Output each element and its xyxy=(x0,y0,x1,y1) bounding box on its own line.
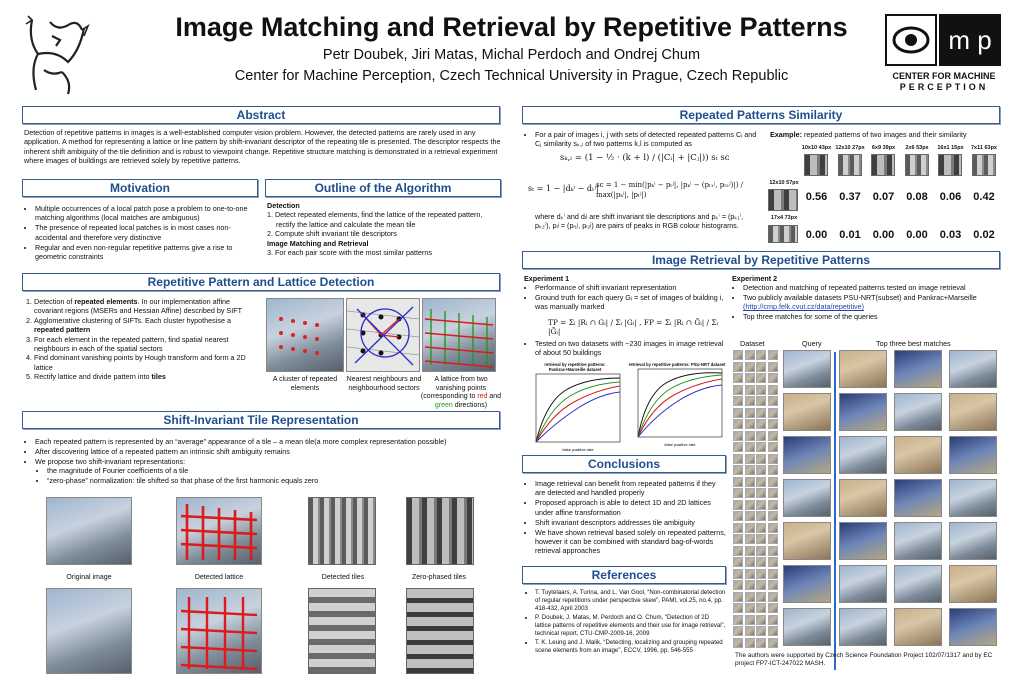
match-image xyxy=(839,436,887,474)
cmp-text-2: PERCEPTION xyxy=(899,82,989,92)
similarity-item: • For a pair of images i, j with sets of detected repeated patterns Cᵢ and Cⱼ similarity sₖ,ₗ of two patterns k,l is computed as xyxy=(535,130,760,149)
dataset-thumb xyxy=(768,373,778,383)
similarity-where: where dₖⁱ and dₗʲ are shift invariant tile descriptions and pₖⁱ = (pₖ₁ⁱ, pₖ₂ⁱ), pₗʲ = (pₗ₁ʲ, pₗ₂ʲ) are pairs of peaks in RGB colour histograms. xyxy=(535,212,744,231)
dataset-thumb xyxy=(733,442,743,452)
dataset-thumb xyxy=(768,362,778,372)
dataset-thumb xyxy=(768,500,778,510)
dataset-thumb xyxy=(745,477,755,487)
dataset-thumb xyxy=(768,546,778,556)
dataset-thumb xyxy=(756,442,766,452)
dataset-thumb xyxy=(745,442,755,452)
dataset-thumb xyxy=(733,465,743,475)
dataset-thumb xyxy=(733,603,743,613)
exp2-item: • Two publicly available datasets PSU-NRT(subset) and Pankrac+Marseille (http://cmp.felk.cvut.cz/data/repetitive) xyxy=(743,293,1000,312)
match-image xyxy=(894,350,942,388)
dataset-thumb xyxy=(733,373,743,383)
tp-fp-formula: TP = Σᵢ |Rᵢ ∩ Gᵢ| / Σᵢ |Gᵢ| , FP = Σᵢ |Rᵢ ∩ Ḡᵢ| / Σᵢ |Ḡᵢ| xyxy=(548,318,719,336)
dataset-thumb xyxy=(756,626,766,636)
dataset-thumb xyxy=(768,580,778,590)
query-image xyxy=(783,522,831,560)
col-query: Query xyxy=(802,339,822,348)
similarity-value: 0.42 xyxy=(973,191,995,203)
dataset-thumb xyxy=(768,603,778,613)
match-image xyxy=(949,522,997,560)
dataset-thumb xyxy=(756,580,766,590)
roc2-xlabel: false positive rate xyxy=(664,442,696,447)
formula-skl: sₖ,ₗ = (1 − ½ · (k + l) / (|Cᵢ| + |Cⱼ|)) sₜ sᴄ xyxy=(560,153,730,163)
dataset-thumb xyxy=(756,511,766,521)
outline-heading: Outline of the Algorithm xyxy=(265,179,501,197)
roc-plot-2-title: retrieval by repetitive patterns: PSU-NRT dataset xyxy=(628,362,726,367)
dataset-thumb xyxy=(733,626,743,636)
dataset-thumb xyxy=(756,396,766,406)
outline-step: 1. Detect repeated elements, find the lattice of the repeated pattern, rectify the lattice and calculate the mean tile xyxy=(267,210,483,229)
cmp-text-1: CENTER FOR MACHINE xyxy=(892,71,996,81)
exp1-item: • Tested on two datasets with ~230 images in image retrieval of about 50 buildings xyxy=(535,339,726,358)
reference-item: • T. Tuytelaars, A. Turina, and L. Van Gool, “Non-combinatorial detection of regular repetitions under perspective skew”, PAMI, vol.25, no.4, pp. 418-432, April 2003 xyxy=(535,589,726,613)
dataset-thumb xyxy=(733,454,743,464)
dataset-thumb xyxy=(733,638,743,648)
cmp-eye-box xyxy=(885,14,937,66)
dataset-thumb xyxy=(768,592,778,602)
lattice-heading: Repetitive Pattern and Lattice Detection xyxy=(22,273,500,291)
conclusion-item: • Image retrieval can benefit from repeated patterns if they are detected and handled properly xyxy=(535,479,726,498)
query-image xyxy=(783,350,831,388)
dataset-thumb xyxy=(768,454,778,464)
query-image xyxy=(783,436,831,474)
exp1-item: • Performance of shift invariant representation xyxy=(535,283,726,292)
original-image-top xyxy=(46,497,132,565)
match-image xyxy=(839,479,887,517)
dataset-thumb xyxy=(745,419,755,429)
similarity-value: 0.02 xyxy=(973,229,995,241)
motivation-item: • The presence of repeated local patches is in most cases non-accidental and therefore very distinctive xyxy=(35,223,260,242)
dataset-thumb xyxy=(733,534,743,544)
dataset-thumb xyxy=(733,362,743,372)
match-image xyxy=(839,522,887,560)
conclusions-list xyxy=(524,479,726,556)
similarity-list xyxy=(524,130,760,149)
shift-subitem: • “zero-phase” normalization: tile shifted so that phase of the first harmonic equals zero xyxy=(47,476,502,485)
dataset-link[interactable]: (http://cmp.felk.cvut.cz/data/repetitive) xyxy=(743,302,865,312)
dataset-thumb xyxy=(768,408,778,418)
similarity-value: 0.07 xyxy=(872,191,895,203)
match-image xyxy=(839,608,887,646)
dataset-thumb xyxy=(756,350,766,360)
dataset-thumb xyxy=(756,385,766,395)
similarity-table xyxy=(768,145,1002,245)
acknowledgement: The authors were supported by Czech Science Foundation Project 102/07/1317 and by EC project FP7-ICT-247022 MASH. xyxy=(735,652,993,668)
dataset-thumb xyxy=(745,362,755,372)
match-image xyxy=(894,393,942,431)
outline-matching-label: Image Matching and Retrieval xyxy=(267,238,369,248)
cmp-mp-box: m p xyxy=(939,14,1001,66)
dataset-thumb xyxy=(733,350,743,360)
exp1-list xyxy=(524,283,726,312)
reference-item: • T. K. Leung and J. Malik, “Detecting, localizing and grouping repeated scene elements from an image”, ECCV, 1996, pp. 546-555 xyxy=(535,639,726,655)
formula-sc: sᴄ = 1 − min(|pₖⁱ − pₗʲ|, |pₖⁱ − (pₗ₁ʲ, pₗ₂ʲ)|) / max(|pₖⁱ|, |pₗʲ|) xyxy=(596,181,744,199)
dataset-thumb xyxy=(756,408,766,418)
col-dataset: Dataset xyxy=(740,339,765,348)
dataset-thumb xyxy=(745,569,755,579)
match-image xyxy=(894,436,942,474)
dataset-thumb xyxy=(768,385,778,395)
shift-heading: Shift-Invariant Tile Representation xyxy=(22,411,500,429)
conclusion-item: • We have shown retrieval based solely on repeated patterns, however it can be combined with standard bag-of-words retrieval approaches xyxy=(535,528,726,556)
exp2-item: • Top three matches for some of the queries xyxy=(743,312,1000,321)
dataset-thumb xyxy=(733,488,743,498)
lattice-step: 5. Rectify lattice and divide pattern into tiles xyxy=(34,372,260,381)
similarity-col-tile xyxy=(871,154,895,176)
match-image xyxy=(949,436,997,474)
dataset-thumb xyxy=(756,615,766,625)
dataset-thumb xyxy=(733,385,743,395)
match-image xyxy=(839,393,887,431)
match-image xyxy=(894,479,942,517)
dataset-thumb xyxy=(745,454,755,464)
detected-lattice-top xyxy=(176,497,262,565)
dataset-thumb xyxy=(733,500,743,510)
abstract-heading: Abstract xyxy=(22,106,500,124)
neighbours-figure xyxy=(346,298,420,372)
dataset-thumbnails xyxy=(733,350,779,650)
dataset-thumb xyxy=(745,534,755,544)
dataset-thumb xyxy=(745,500,755,510)
caption-zero: Zero-phased tiles xyxy=(411,574,467,581)
dataset-thumb xyxy=(733,592,743,602)
similarity-col-tile xyxy=(838,154,862,176)
roc-plot-1 xyxy=(526,362,624,452)
dataset-thumb xyxy=(745,638,755,648)
shift-item: • Each repeated pattern is represented by an “average” appearance of a tile – a mean tile(a more complex representation possible) xyxy=(35,437,502,446)
exp1-list-2 xyxy=(524,339,726,358)
motivation-heading: Motivation xyxy=(22,179,258,197)
query-image xyxy=(783,479,831,517)
lattice-caption: A lattice from two vanishing points (corresponding to red and green directions) xyxy=(420,376,502,409)
roc-plot-1-svg xyxy=(526,372,624,454)
similarity-value: 0.00 xyxy=(805,229,828,241)
similarity-col-head: 2x6 53px xyxy=(905,145,929,151)
retrieval-heading: Image Retrieval by Repetitive Patterns xyxy=(522,251,1000,269)
authors: Petr Doubek, Jiri Matas, Michal Perdoch and Ondrej Chum xyxy=(322,47,701,63)
original-image-bottom xyxy=(46,588,132,674)
match-image xyxy=(949,608,997,646)
dataset-thumb xyxy=(756,477,766,487)
motivation-item: • Multiple occurrences of a local patch pose a problem to one-to-one matching algorithms (local matches are ambiguous) xyxy=(35,204,260,223)
row2-tile xyxy=(768,225,798,243)
formula-st: sₜ = 1 − |dₖⁱ − dₗʲ| xyxy=(528,184,599,193)
dataset-thumb xyxy=(756,557,766,567)
dataset-thumb xyxy=(768,350,778,360)
dataset-thumb xyxy=(756,488,766,498)
roc-plot-2 xyxy=(628,362,726,452)
exp2-list xyxy=(732,283,1000,322)
dataset-thumb xyxy=(745,511,755,521)
dataset-thumb xyxy=(733,546,743,556)
match-image xyxy=(894,608,942,646)
shift-item: • We propose two shift-invariant representations: • the magnitude of Fourier coefficients of a tile • “zero-phase” normalization: tile shifted so that phase of the first harmonic equals zero xyxy=(35,457,502,486)
dataset-thumb xyxy=(768,557,778,567)
dataset-thumb xyxy=(745,408,755,418)
roc-plot-1-title: retrieval by repetitive patterns: Pankrac+Marseille dataset xyxy=(544,362,606,372)
dataset-thumb xyxy=(745,385,755,395)
dataset-thumb xyxy=(733,431,743,441)
neighbours-caption: Nearest neighbours and neighbourhood sectors xyxy=(346,376,422,392)
dataset-thumb xyxy=(768,523,778,533)
dataset-thumb xyxy=(745,373,755,383)
dataset-thumb xyxy=(745,557,755,567)
lattice-step: 2. Agglomerative clustering of SIFTs. Each cluster hypothesise a repeated pattern xyxy=(34,316,260,335)
dataset-thumb xyxy=(745,488,755,498)
outline-step: 3. For each pair score with the most similar patterns xyxy=(267,248,432,258)
match-grid xyxy=(783,350,1005,650)
similarity-value: 0.56 xyxy=(805,191,828,203)
roc-plot-2-svg xyxy=(628,367,726,449)
exp2-title: Experiment 2 xyxy=(732,274,778,283)
similarity-value: 0.00 xyxy=(872,229,895,241)
dataset-thumb xyxy=(768,534,778,544)
dataset-thumb xyxy=(768,431,778,441)
dataset-thumb xyxy=(768,419,778,429)
roc1-xlabel: false positive rate xyxy=(562,447,594,452)
detected-tiles-top xyxy=(308,497,376,565)
similarity-value: 0.37 xyxy=(839,191,861,203)
dataset-thumb xyxy=(745,350,755,360)
shift-item: • After discovering lattice of a repeated pattern an intrinsic shift ambiguity remains xyxy=(35,447,502,456)
detected-lattice-bottom xyxy=(176,588,262,674)
dataset-thumb xyxy=(733,557,743,567)
detected-tiles-bottom xyxy=(308,588,376,674)
match-image xyxy=(949,393,997,431)
dataset-thumb xyxy=(756,419,766,429)
col-top: Top three best matches xyxy=(876,339,951,348)
dataset-thumb xyxy=(768,615,778,625)
similarity-value: 0.08 xyxy=(906,191,928,203)
shift-list xyxy=(24,437,502,486)
similarity-col-head: 7x11 63px xyxy=(971,145,997,151)
dataset-thumb xyxy=(768,465,778,475)
dataset-thumb xyxy=(733,615,743,625)
dataset-thumb xyxy=(756,603,766,613)
motivation-item: • Regular and even non-regular repetitive patterns give a rise to geometric constraints xyxy=(35,243,260,262)
query-image xyxy=(783,393,831,431)
dataset-thumb xyxy=(733,511,743,521)
dataset-thumb xyxy=(745,592,755,602)
match-image xyxy=(839,350,887,388)
match-image xyxy=(949,350,997,388)
dataset-thumb xyxy=(756,534,766,544)
dataset-thumb xyxy=(733,396,743,406)
match-image xyxy=(949,479,997,517)
dataset-thumb xyxy=(733,477,743,487)
outline-detection-label: Detection xyxy=(267,201,300,210)
similarity-value: 0.06 xyxy=(939,191,962,203)
dataset-thumb xyxy=(745,523,755,533)
outline-step: 2. Compute shift invariant tile descriptors xyxy=(267,229,397,239)
dataset-thumb xyxy=(756,362,766,372)
cmp-logo xyxy=(885,14,1003,94)
references-list xyxy=(524,589,726,655)
lattice-steps xyxy=(24,297,260,382)
similarity-value: 0.00 xyxy=(906,229,928,241)
abstract-text: Detection of repetitive patterns in images is a well-established computer vision problem. However, the detected patterns are rarely used in any application. A method for representing a lattice or line pattern by shift-invariant descriptor of the repeating tile is presented. The descriptor respects the inherent shift ambiguity of the tile definition and is robust to viewpoint change. Repetitive structure matching is demonstrated in a retrieval experiment where images of buildings are retrieved solely by repetitive patterns. xyxy=(24,128,501,166)
caption-tiles: Detected tiles xyxy=(321,574,365,581)
dataset-thumb xyxy=(745,431,755,441)
dataset-thumb xyxy=(733,408,743,418)
caption-lattice: Detected lattice xyxy=(194,574,244,581)
zero-phased-tiles-bottom xyxy=(406,588,474,674)
dataset-thumb xyxy=(756,500,766,510)
exp2-item: • Detection and matching of repeated patterns tested on image retrieval xyxy=(743,283,1000,292)
dataset-thumb xyxy=(756,546,766,556)
similarity-value: 0.01 xyxy=(839,229,861,241)
row1-label: 12x10 57px xyxy=(769,180,799,186)
reference-item: • P. Doubek, J. Matas, M. Perdoch and O. Chum, “Detection of 2D lattice patterns of repetitive elements and their use for image retrieval”, technical report, CTU-CMP-2009-16, 2009 xyxy=(535,614,726,638)
dataset-thumb xyxy=(768,442,778,452)
dataset-thumb xyxy=(768,477,778,487)
lattice-step: 4. Find dominant vanishing points by Hough transform and form a 2D lattice xyxy=(34,353,260,372)
similarity-col-tile xyxy=(938,154,962,176)
dataset-thumb xyxy=(756,523,766,533)
row1-tile xyxy=(768,189,798,211)
dataset-thumb xyxy=(768,638,778,648)
exp1-item: • Ground truth for each query Gᵢ = set of images of building i, was manually marked xyxy=(535,293,726,312)
similarity-heading: Repeated Patterns Similarity xyxy=(522,106,1000,124)
conclusions-heading: Conclusions xyxy=(522,455,726,473)
dataset-thumb xyxy=(745,580,755,590)
dataset-thumb xyxy=(756,465,766,475)
motivation-list xyxy=(24,204,260,262)
dataset-thumb xyxy=(756,592,766,602)
match-image xyxy=(894,565,942,603)
dataset-thumb xyxy=(733,580,743,590)
match-image xyxy=(949,565,997,603)
dataset-thumb xyxy=(768,488,778,498)
similarity-col-head: 10x10 43px xyxy=(801,145,832,151)
dataset-thumb xyxy=(745,603,755,613)
lattice-step: 3. For each element in the repeated pattern, find spatial nearest neighbours in each of the spatial sectors xyxy=(34,335,260,354)
similarity-col-tile xyxy=(972,154,996,176)
dataset-thumb xyxy=(756,569,766,579)
dataset-thumb xyxy=(756,373,766,383)
query-image xyxy=(783,608,831,646)
dataset-thumb xyxy=(756,454,766,464)
dataset-thumb xyxy=(733,419,743,429)
example-label: Example: repeated patterns of two images and their similarity xyxy=(770,130,967,139)
lattice-step: 1. Detection of repeated elements. In our implementation affine covariant regions (MSERs and Hessian Affine) described by SIFT xyxy=(34,297,260,316)
exp1-title: Experiment 1 xyxy=(524,274,570,283)
dataset-thumb xyxy=(745,626,755,636)
dataset-thumb xyxy=(768,511,778,521)
similarity-col-head: 6x9 39px xyxy=(871,145,896,151)
dataset-thumb xyxy=(745,396,755,406)
dataset-thumb xyxy=(768,626,778,636)
dataset-thumb xyxy=(745,465,755,475)
poster-title: Image Matching and Retrieval by Repetitive Patterns xyxy=(175,12,848,42)
dataset-thumb xyxy=(733,523,743,533)
affiliation: Center for Machine Perception, Czech Technical University in Prague, Czech Republic xyxy=(234,68,789,84)
dataset-thumb xyxy=(768,396,778,406)
references-heading: References xyxy=(522,566,726,584)
conclusion-item: • Shift invariant descriptors addresses tile ambiguity xyxy=(535,518,726,527)
match-image xyxy=(894,522,942,560)
eye-icon xyxy=(887,16,935,64)
cluster-caption: A cluster of repeated elements xyxy=(272,376,338,392)
lattice-figure xyxy=(422,298,496,372)
dataset-thumb xyxy=(756,431,766,441)
similarity-col-tile xyxy=(905,154,929,176)
outline-body xyxy=(267,201,501,257)
cluster-figure xyxy=(266,298,344,372)
shift-subitem: • the magnitude of Fourier coefficients of a tile xyxy=(47,466,502,475)
similarity-col-tile xyxy=(804,154,828,176)
dataset-thumb xyxy=(768,569,778,579)
zero-phased-tiles-top xyxy=(406,497,474,565)
caption-original: Original image xyxy=(66,574,112,581)
similarity-col-head: 16x1 15px xyxy=(937,145,964,151)
conclusion-item: • Proposed approach is able to detect 1D and 2D lattices under affine transformation xyxy=(535,498,726,517)
dataset-thumb xyxy=(745,546,755,556)
similarity-value: 0.03 xyxy=(939,229,962,241)
similarity-col-head: 12x10 27px xyxy=(835,145,865,151)
dataset-thumb xyxy=(756,638,766,648)
query-image xyxy=(783,565,831,603)
row2-label: 17x4 73px xyxy=(770,215,798,221)
dataset-thumb xyxy=(745,615,755,625)
dataset-thumb xyxy=(733,569,743,579)
match-image xyxy=(839,565,887,603)
